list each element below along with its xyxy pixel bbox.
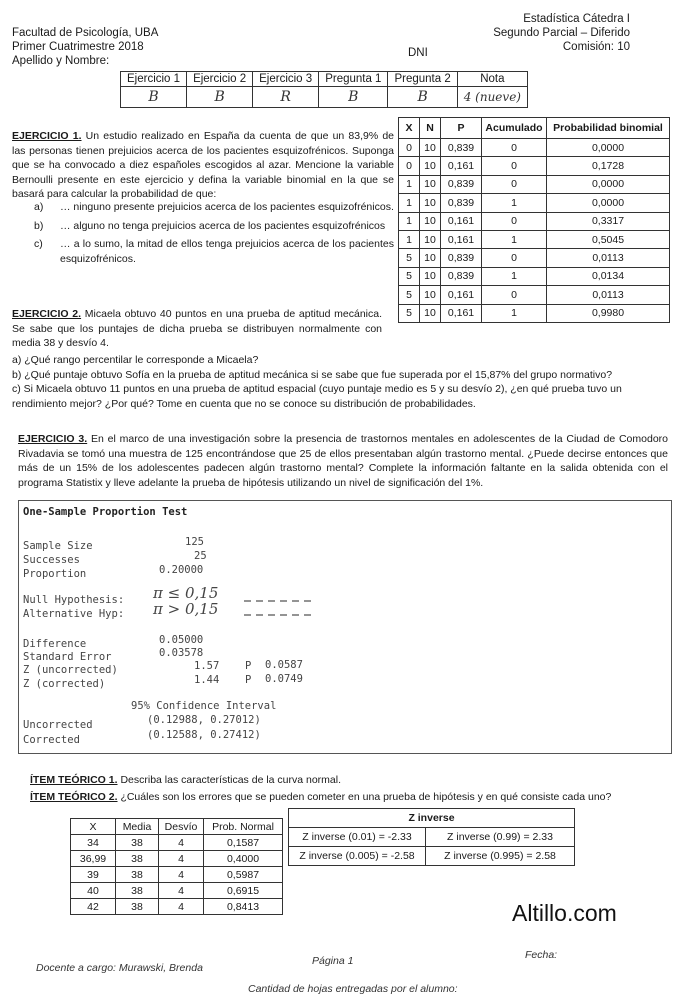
- table-cell: 0,839: [441, 194, 482, 212]
- table-cell: 0,0000: [547, 194, 670, 212]
- table-cell: 0: [482, 157, 547, 175]
- table-row: [71, 883, 283, 899]
- table-cell: 0: [482, 249, 547, 267]
- list-item: [34, 237, 394, 266]
- table-cell: 38: [116, 851, 159, 867]
- column-header: X: [399, 118, 420, 139]
- se-value: 0.03578: [159, 647, 204, 659]
- table-cell: 1: [399, 212, 420, 230]
- z-uncorrected-value: 1.57: [194, 660, 220, 672]
- table-cell: 0,1587: [204, 835, 283, 851]
- ex2-text: Micaela obtuvo 40 puntos en una prueba de aptitud mecánica. Se sabe que los puntajes de dicha prueba se distribuyen normalmente con media 38 y desvío 4.: [12, 308, 382, 349]
- stat-title: One-Sample Proportion Test: [23, 506, 188, 518]
- table-cell: 1: [482, 194, 547, 212]
- table-cell: 5: [399, 286, 420, 304]
- table-cell: 1: [482, 304, 547, 322]
- table-cell: 1: [482, 230, 547, 248]
- table-cell: 0,4000: [204, 851, 283, 867]
- z-inverse-table: [288, 808, 575, 866]
- ex3-title: EJERCICIO 3.: [18, 433, 88, 445]
- table-cell: 0,839: [441, 267, 482, 285]
- table-cell: 38: [116, 867, 159, 883]
- grade-mark: B: [121, 87, 187, 108]
- list-item: a) ¿Qué rango percentilar le corresponde a Micaela?: [12, 354, 259, 366]
- list-item: [34, 200, 394, 215]
- watermark: Altillo.com: [512, 900, 617, 926]
- grade-header: Ejercicio 1: [121, 72, 187, 87]
- table-cell: 0,161: [441, 212, 482, 230]
- table-cell: 0,1728: [547, 157, 670, 175]
- null-hyp-handwriting: π ≤ 0,15: [153, 584, 219, 602]
- table-row: [399, 194, 670, 212]
- statistix-output: [18, 500, 672, 754]
- p-corrected-value: 0.0749: [265, 673, 303, 685]
- table-cell: 0,8413: [204, 899, 283, 915]
- table-cell: 0: [482, 175, 547, 193]
- table-row: [399, 286, 670, 304]
- z-corrected-value: 1.44: [194, 674, 220, 686]
- list-item: b) ¿Qué puntaje obtuvo Sofía en la prueba de aptitud mecánica si se sabe que fue superada por el 15,87% del grupo normativo?: [12, 368, 613, 381]
- successes-label: Successes: [23, 554, 80, 566]
- table-row: [399, 267, 670, 285]
- table-cell: 38: [116, 883, 159, 899]
- alt-hyp-label: Alternative Hyp:: [23, 608, 125, 620]
- table-cell: 1: [482, 267, 547, 285]
- table-cell: 5: [399, 249, 420, 267]
- table-cell: 1: [399, 175, 420, 193]
- table-cell: 0,3317: [547, 212, 670, 230]
- docente-label: Docente a cargo: Murawski, Brenda: [36, 962, 203, 974]
- table-row: [399, 139, 670, 157]
- table-row: [71, 867, 283, 883]
- table-cell: 34: [71, 835, 116, 851]
- table-cell: 0,839: [441, 139, 482, 157]
- ex2-intro: [12, 307, 382, 351]
- table-cell: 1: [399, 194, 420, 212]
- term-label: Primer Cuatrimestre 2018: [12, 41, 144, 53]
- theory-1-title: ÍTEM TEÓRICO 1.: [30, 774, 118, 786]
- proportion-label: Proportion: [23, 568, 87, 580]
- z-corrected-label: Z (corrected): [23, 678, 106, 690]
- table-cell: 10: [420, 286, 441, 304]
- grade-header: Ejercicio 2: [187, 72, 253, 87]
- item-text: … a lo sumo, la mitad de ellos tenga prejuicios acerca de los pacientes esquizofrénicos.: [60, 238, 394, 265]
- grade-header: Nota: [457, 72, 527, 87]
- table-cell: 0,0000: [547, 139, 670, 157]
- grade-header: Ejercicio 3: [253, 72, 319, 87]
- table-cell: 10: [420, 139, 441, 157]
- faculty-label: Facultad de Psicología, UBA: [12, 27, 159, 39]
- table-cell: 4: [159, 851, 204, 867]
- table-cell: 4: [159, 899, 204, 915]
- sample-size-label: Sample Size: [23, 540, 93, 552]
- course-label: Estadística Cátedra I: [523, 13, 630, 25]
- ex3-text: [18, 432, 668, 490]
- column-header: Acumulado: [482, 118, 547, 139]
- column-header: Prob. Normal: [204, 819, 283, 835]
- table-row: [399, 212, 670, 230]
- ex1-intro: [12, 129, 394, 202]
- table-cell: 10: [420, 267, 441, 285]
- grade-mark: B: [319, 87, 388, 108]
- null-hyp-label: Null Hypothesis:: [23, 594, 125, 606]
- table-cell: 0,161: [441, 286, 482, 304]
- corrected-ci-value: (0.12588, 0.27412): [147, 729, 261, 741]
- table-cell: 0,839: [441, 249, 482, 267]
- ex1-items: [34, 200, 394, 266]
- exam-label: Segundo Parcial – Diferido: [493, 27, 630, 39]
- table-cell: 5: [399, 304, 420, 322]
- ci-label: 95% Confidence Interval: [131, 700, 277, 712]
- table-cell: 0: [482, 212, 547, 230]
- column-header: Probabilidad binomial: [547, 118, 670, 139]
- table-cell: 36,99: [71, 851, 116, 867]
- ex2-items: [12, 353, 672, 411]
- grade-mark: B: [388, 87, 457, 108]
- fecha-label: Fecha:: [525, 949, 558, 961]
- table-cell: 4: [159, 835, 204, 851]
- z-uncorrected-label: Z (uncorrected): [23, 664, 118, 676]
- ex2-title: EJERCICIO 2.: [12, 308, 82, 320]
- table-cell: 1: [399, 230, 420, 248]
- corrected-ci-label: Corrected: [23, 734, 80, 746]
- table-cell: 38: [116, 899, 159, 915]
- item-label: c): [34, 238, 43, 250]
- item-label: b): [34, 219, 44, 232]
- uncorrected-ci-label: Uncorrected: [23, 719, 93, 731]
- table-cell: 10: [420, 212, 441, 230]
- z-inverse-cell: Z inverse (0.005) = -2.58: [289, 847, 426, 866]
- table-cell: 10: [420, 194, 441, 212]
- theory-item-1: [30, 773, 670, 788]
- table-cell: 0,9980: [547, 304, 670, 322]
- sheets-count-label: Cantidad de hojas entregadas por el alumno:: [248, 983, 458, 995]
- grade-mark: R: [253, 87, 319, 108]
- table-cell: 0,161: [441, 230, 482, 248]
- column-header: N: [420, 118, 441, 139]
- table-cell: 4: [159, 883, 204, 899]
- binomial-table: [398, 117, 670, 323]
- table-cell: 0,0134: [547, 267, 670, 285]
- ex1-text: Un estudio realizado en España da cuenta de que un 83,9% de las personas tienen prejuicios acerca de los pacientes esquizofrénicos. Suponga que se ha convocado a diez españoles escogidos al azar. Mencione la variable Bernoulli presente en este ejercicio y defina la variable binomial en la que se basará para calcular la probabilidad de que:: [12, 130, 395, 200]
- table-cell: 0: [482, 139, 547, 157]
- p-corrected-label: P: [245, 674, 252, 686]
- table-cell: 0,0000: [547, 175, 670, 193]
- p-uncorrected-label: P: [245, 660, 252, 672]
- successes-value: 25: [194, 550, 207, 562]
- difference-value: 0.05000: [159, 634, 204, 646]
- theory-2-title: ÍTEM TEÓRICO 2.: [30, 791, 118, 803]
- table-cell: 4: [159, 867, 204, 883]
- item-text: … alguno no tenga prejuicios acerca de los pacientes esquizofrénicos: [60, 219, 386, 232]
- list-item: c) Si Micaela obtuvo 11 puntos en una prueba de aptitud espacial (cuyo puntaje medio es 5 y su desvío 2), ¿en qué prueba tuvo un rendimiento mejor? ¿Por qué? Tome en cuenta que no se conoce su distribución de probabilidades.: [12, 383, 622, 410]
- table-cell: 10: [420, 304, 441, 322]
- grade-mark: 4 (nueve): [457, 87, 527, 108]
- theory-1-text: Describa las características de la curva normal.: [120, 774, 342, 786]
- table-cell: 0,5987: [204, 867, 283, 883]
- ex3-body: En el marco de una investigación sobre la presencia de trastornos mentales en adolescentes de la Ciudad de Comodoro Rivadavia se tomó una muestra de 125 encontrándose que 25 de ellos presentaban algún trastorno mental. ¿Puede decirse entonces que más de un 15% de los adolescentes padecen algún trastorno mental? Complete la información faltante en la salida obtenida con el programa Statistix y lleve adelante la prueba de hipótesis utilizando un nivel de significación del 1%.: [18, 433, 668, 489]
- grade-header: Pregunta 1: [319, 72, 388, 87]
- table-row: [399, 175, 670, 193]
- table-cell: 40: [71, 883, 116, 899]
- grade-mark: B: [187, 87, 253, 108]
- p-uncorrected-value: 0.0587: [265, 659, 303, 671]
- theory-2-text: ¿Cuáles son los errores que se pueden cometer en una prueba de hipótesis y en qué consiste cada uno?: [120, 791, 612, 803]
- table-row: [399, 304, 670, 322]
- uncorrected-ci-value: (0.12988, 0.27012): [147, 714, 261, 726]
- z-inverse-cell: Z inverse (0.99) = 2.33: [426, 828, 575, 847]
- table-cell: 42: [71, 899, 116, 915]
- table-cell: 10: [420, 175, 441, 193]
- table-row: [71, 835, 283, 851]
- table-cell: 39: [71, 867, 116, 883]
- sample-size-value: 125: [185, 536, 204, 548]
- table-cell: 0,0113: [547, 286, 670, 304]
- list-item: [34, 219, 394, 234]
- item-label: a): [34, 201, 44, 213]
- table-row: [399, 230, 670, 248]
- dni-label: DNI: [408, 47, 428, 59]
- table-cell: 0,839: [441, 175, 482, 193]
- table-cell: 0,0113: [547, 249, 670, 267]
- commission-label: Comisión: 10: [562, 41, 630, 53]
- z-inverse-cell: Z inverse (0.01) = -2.33: [289, 828, 426, 847]
- page-number: Página 1: [312, 955, 354, 967]
- table-cell: 10: [420, 249, 441, 267]
- normal-table: [70, 818, 283, 915]
- table-row: [399, 157, 670, 175]
- name-label: Apellido y Nombre:: [12, 55, 110, 67]
- table-cell: 0,5045: [547, 230, 670, 248]
- table-cell: 10: [420, 230, 441, 248]
- difference-label: Difference: [23, 638, 87, 650]
- z-inverse-title: Z inverse: [289, 809, 575, 828]
- column-header: Media: [116, 819, 159, 835]
- theory-item-2: [30, 790, 670, 805]
- table-row: [71, 899, 283, 915]
- grade-header: Pregunta 2: [388, 72, 457, 87]
- table-cell: 0: [399, 157, 420, 175]
- column-header: P: [441, 118, 482, 139]
- table-cell: 0: [399, 139, 420, 157]
- table-row: [71, 851, 283, 867]
- proportion-value: 0.20000: [159, 564, 204, 576]
- table-cell: 0,161: [441, 304, 482, 322]
- table-cell: 0: [482, 286, 547, 304]
- grades-table: [120, 71, 528, 108]
- alt-hyp-handwriting: π > 0,15: [153, 600, 219, 618]
- table-cell: 0,6915: [204, 883, 283, 899]
- se-label: Standard Error: [23, 651, 112, 663]
- table-cell: 5: [399, 267, 420, 285]
- ex1-title: EJERCICIO 1.: [12, 130, 82, 142]
- table-cell: 0,161: [441, 157, 482, 175]
- z-inverse-cell: Z inverse (0.995) = 2.58: [426, 847, 575, 866]
- item-text: … ninguno presente prejuicios acerca de los pacientes esquizofrénicos.: [60, 201, 394, 213]
- blank-dash-lines: [244, 593, 314, 619]
- table-cell: 10: [420, 157, 441, 175]
- table-cell: 38: [116, 835, 159, 851]
- column-header: Desvío: [159, 819, 204, 835]
- column-header: X: [71, 819, 116, 835]
- table-row: [399, 249, 670, 267]
